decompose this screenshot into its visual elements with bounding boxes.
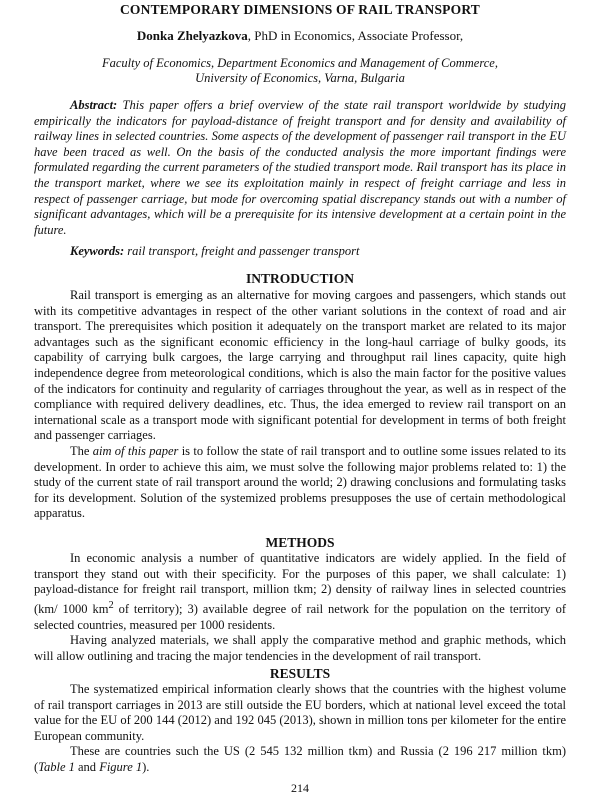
methods-body	[34, 551, 566, 664]
author-credentials: , PhD in Economics, Associate Professor,	[247, 28, 464, 43]
methods-paragraph-2: Having analyzed materials, we shall apply the comparative method and graphic methods, which will allow outlining and tracing the major tendencies in the development of rail transport.	[34, 633, 566, 663]
superscript-2: 2	[108, 599, 114, 611]
abstract	[34, 98, 566, 238]
aim-of-paper-emphasis: aim of this paper	[92, 443, 179, 458]
figure-1-ref: Figure 1	[99, 759, 143, 774]
results-body	[34, 682, 566, 776]
methods-paragraph-1	[34, 551, 566, 633]
affiliation-line-1: Faculty of Economics, Department Economics and Management of Commerce,	[102, 56, 498, 70]
introduction-body	[34, 288, 566, 522]
results-p2-post: ).	[142, 759, 150, 774]
intro-p2-post: is to follow the state of rail transport and to outline some issues related to its development. In order to achieve this aim, we must solve the following major problems related to: 1) the study of the current state of rail transport around the world; 2) drawing conclusions and formulating tasks for its development. Solution of the systemized problems presupposes the use of certain methodological apparatus.	[34, 443, 567, 521]
results-paragraph-2	[34, 744, 566, 775]
methods-heading: METHODS	[265, 535, 335, 550]
methods-p1-post: of territory); 3) available degree of rail network for the population on the territory of selected countries, measured per 1000 residents.	[34, 601, 566, 632]
intro-p2-pre: The	[70, 443, 93, 458]
results-paragraph-1: The systematized empirical information clearly shows that the countries with the highest volume of rail transport carriages in 2013 are still outside the EU borders, which at national level exceed the total value for the EU of 200 144 (2012) and 192 045 (2013), shown in million tons per kilometer for the entire European community.	[34, 682, 566, 743]
results-p2-pre: These are countries such the US (2 545 132 million tkm) and Russia (2 196 217 million tkm) (	[34, 744, 566, 774]
table-1-ref: Table 1	[38, 759, 75, 774]
abstract-text: This paper offers a brief overview of the state rail transport worldwide by studying empirically the indicators for payload-distance of freight transport and for density and availability of railway lines in selected countries. Some aspects of the development of passenger rail transport in the EU have been traced as well. On the basis of the conducted analysis the more important findings were formulated regarding the current parameters of the studied transport mode. Rail transport has its place in the transport market, where we see its exploitation mainly in respect of freight carriage and less in respect of passenger carriage, but mode for overcoming spatial discrepancy stands out with a number of significant advantages, which will be a prerequisite for its intensive development at a certain point in the future.	[34, 98, 566, 237]
introduction-heading: INTRODUCTION	[245, 271, 354, 286]
keywords-text: rail transport, freight and passenger transport	[124, 244, 360, 258]
results-heading: RESULTS	[269, 666, 331, 681]
page-number: 214	[291, 781, 309, 795]
affiliation-line-2: University of Economics, Varna, Bulgaria	[195, 71, 405, 85]
results-p2-mid: and	[74, 759, 100, 774]
paper-title: CONTEMPORARY DIMENSIONS OF RAIL TRANSPORT	[119, 2, 481, 17]
introduction-paragraph-1: Rail transport is emerging as an alternative for moving cargoes and passengers, which stands out with its competitive advantages in respect of the other variant solutions in the context of road and air transport. The prerequisites which position it adequately on the transport market are related to its major advantages such as the significant economic efficiency in the long-haul carriage of bulky goods, its capability of carrying bulk cargoes, the large carrying and throughput rail lines capacity, quite high independence degree from meteorological conditions, which is also the main factor for the positive values of the indicators for continuity and regularity of carriages throughout the year, as well as in respect of the compliance with required delivery deadlines, etc. Thus, the idea emerged to review rail transport on an international scale as a transport mode with significant potential for development in terms of both freight and passenger carriages.	[34, 288, 566, 443]
affiliation	[40, 56, 560, 86]
author-line	[0, 28, 600, 44]
keywords-label: Keywords:	[70, 244, 125, 258]
methods-p1-pre: In economic analysis a number of quantitative indicators are widely applied. In the field of transport they stand out with their specificity. For the purposes of this paper, we shall calculate: 1) payload-distance for freight rail transport, million tkm; 2) density of railway lines in selected countries (km/ 1000 km	[34, 551, 566, 616]
introduction-paragraph-2	[34, 444, 566, 522]
keywords	[34, 244, 566, 260]
abstract-label: Abstract:	[70, 98, 118, 112]
author-name: Donka Zhelyazkova	[136, 28, 248, 43]
